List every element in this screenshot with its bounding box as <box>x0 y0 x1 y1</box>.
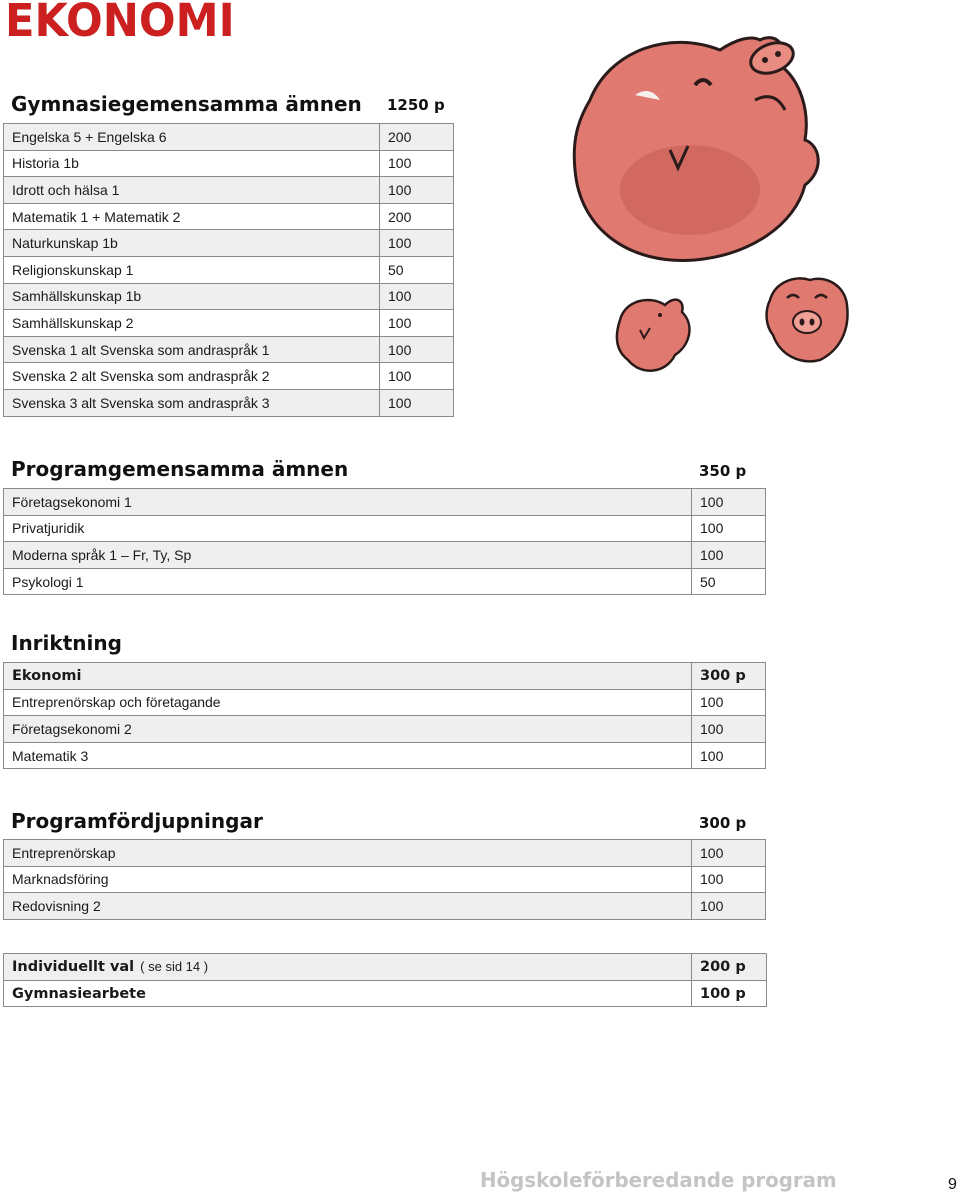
table-row <box>4 568 766 595</box>
subject-name: Entreprenörskap och företagande <box>4 689 692 716</box>
subject-name: Marknadsföring <box>4 866 692 893</box>
large-pig-icon <box>574 37 818 260</box>
subject-points: 100 <box>692 742 766 769</box>
section-heading-gymnasiegemensamma: Gymnasiegemensamma ämnen <box>11 92 362 116</box>
subject-points: 100 <box>380 177 454 204</box>
table-row <box>4 256 454 283</box>
section-heading-programgemensamma: Programgemensamma ämnen <box>11 457 349 481</box>
section-heading-inriktning: Inriktning <box>11 631 122 655</box>
table-row <box>4 663 766 690</box>
page-number: 9 <box>948 1176 957 1193</box>
subject-points: 100 <box>692 716 766 743</box>
subject-points: 100 <box>692 489 766 516</box>
individuellt-val-points: 200 p <box>700 959 746 976</box>
subject-name: Engelska 5 + Engelska 6 <box>4 124 380 151</box>
table-row <box>4 840 766 867</box>
subject-name: Svenska 1 alt Svenska som andraspråk 1 <box>4 336 380 363</box>
subject-points: 100 <box>692 840 766 867</box>
table-row <box>4 177 454 204</box>
subject-name: Idrott och hälsa 1 <box>4 177 380 204</box>
inriktning-points: 300 p <box>700 668 746 685</box>
subject-points: 100 <box>380 310 454 337</box>
small-pig-icon <box>617 300 690 371</box>
footer-program-name: Högskoleförberedande program <box>480 1168 837 1192</box>
subject-points: 100 <box>380 283 454 310</box>
table-row <box>4 716 766 743</box>
table-row <box>4 954 767 981</box>
gymnasiearbete-label: Gymnasiearbete <box>12 985 146 1002</box>
table-row <box>4 124 454 151</box>
page-title: EKONOMI <box>5 0 235 47</box>
table-row <box>4 363 454 390</box>
table-programgemensamma <box>3 488 766 595</box>
table-row <box>4 230 454 257</box>
subject-name: Naturkunskap 1b <box>4 230 380 257</box>
subject-points: 100 <box>692 689 766 716</box>
subject-name: Företagsekonomi 1 <box>4 489 692 516</box>
subject-name: Svenska 3 alt Svenska som andraspråk 3 <box>4 389 380 416</box>
table-row <box>4 310 454 337</box>
table-gymnasiegemensamma <box>3 123 454 417</box>
table-row <box>4 336 454 363</box>
subject-points: 100 <box>380 150 454 177</box>
inriktning-name: Ekonomi <box>12 668 82 685</box>
gymnasiearbete-points: 100 p <box>700 985 746 1002</box>
section-points-gymnasiegemensamma: 1250 p <box>387 96 445 114</box>
subject-name: Redovisning 2 <box>4 893 692 920</box>
table-row <box>4 515 766 542</box>
subject-points: 100 <box>692 893 766 920</box>
subject-name: Entreprenörskap <box>4 840 692 867</box>
subject-name: Psykologi 1 <box>4 568 692 595</box>
subject-points: 200 <box>380 124 454 151</box>
small-pig-front-icon <box>767 278 848 361</box>
subject-name: Privatjuridik <box>4 515 692 542</box>
subject-name: Moderna språk 1 – Fr, Ty, Sp <box>4 542 692 569</box>
table-programfordjupningar <box>3 839 766 920</box>
subject-name: Samhällskunskap 1b <box>4 283 380 310</box>
table-inriktning <box>3 662 766 769</box>
subject-points: 100 <box>692 866 766 893</box>
subject-points: 50 <box>380 256 454 283</box>
table-row <box>4 980 767 1007</box>
table-row <box>4 150 454 177</box>
subject-points: 100 <box>380 363 454 390</box>
subject-name: Matematik 3 <box>4 742 692 769</box>
subject-points: 100 <box>380 230 454 257</box>
subject-points: 100 <box>380 389 454 416</box>
table-row <box>4 742 766 769</box>
table-row <box>4 893 766 920</box>
subject-name: Religionskunskap 1 <box>4 256 380 283</box>
table-individuellt-gymnasiearbete <box>3 953 767 1007</box>
piggy-bank-illustration <box>560 20 960 380</box>
subject-points: 100 <box>380 336 454 363</box>
subject-points: 100 <box>692 515 766 542</box>
subject-name: Företagsekonomi 2 <box>4 716 692 743</box>
section-heading-programfordjupningar: Programfördjupningar <box>11 809 263 833</box>
subject-name: Historia 1b <box>4 150 380 177</box>
subject-points: 100 <box>692 542 766 569</box>
subject-name: Matematik 1 + Matematik 2 <box>4 203 380 230</box>
section-points-programfordjupningar: 300 p <box>699 814 747 832</box>
table-row <box>4 489 766 516</box>
table-row <box>4 689 766 716</box>
table-row <box>4 542 766 569</box>
table-row <box>4 389 454 416</box>
table-row <box>4 283 454 310</box>
subject-name: Svenska 2 alt Svenska som andraspråk 2 <box>4 363 380 390</box>
subject-points: 200 <box>380 203 454 230</box>
table-row <box>4 866 766 893</box>
section-points-programgemensamma: 350 p <box>699 462 747 480</box>
subject-name: Samhällskunskap 2 <box>4 310 380 337</box>
individuellt-val-note: ( se sid 14 ) <box>140 959 209 975</box>
individuellt-val-label: Individuellt val <box>12 959 135 976</box>
subject-points: 50 <box>692 568 766 595</box>
table-row <box>4 203 454 230</box>
